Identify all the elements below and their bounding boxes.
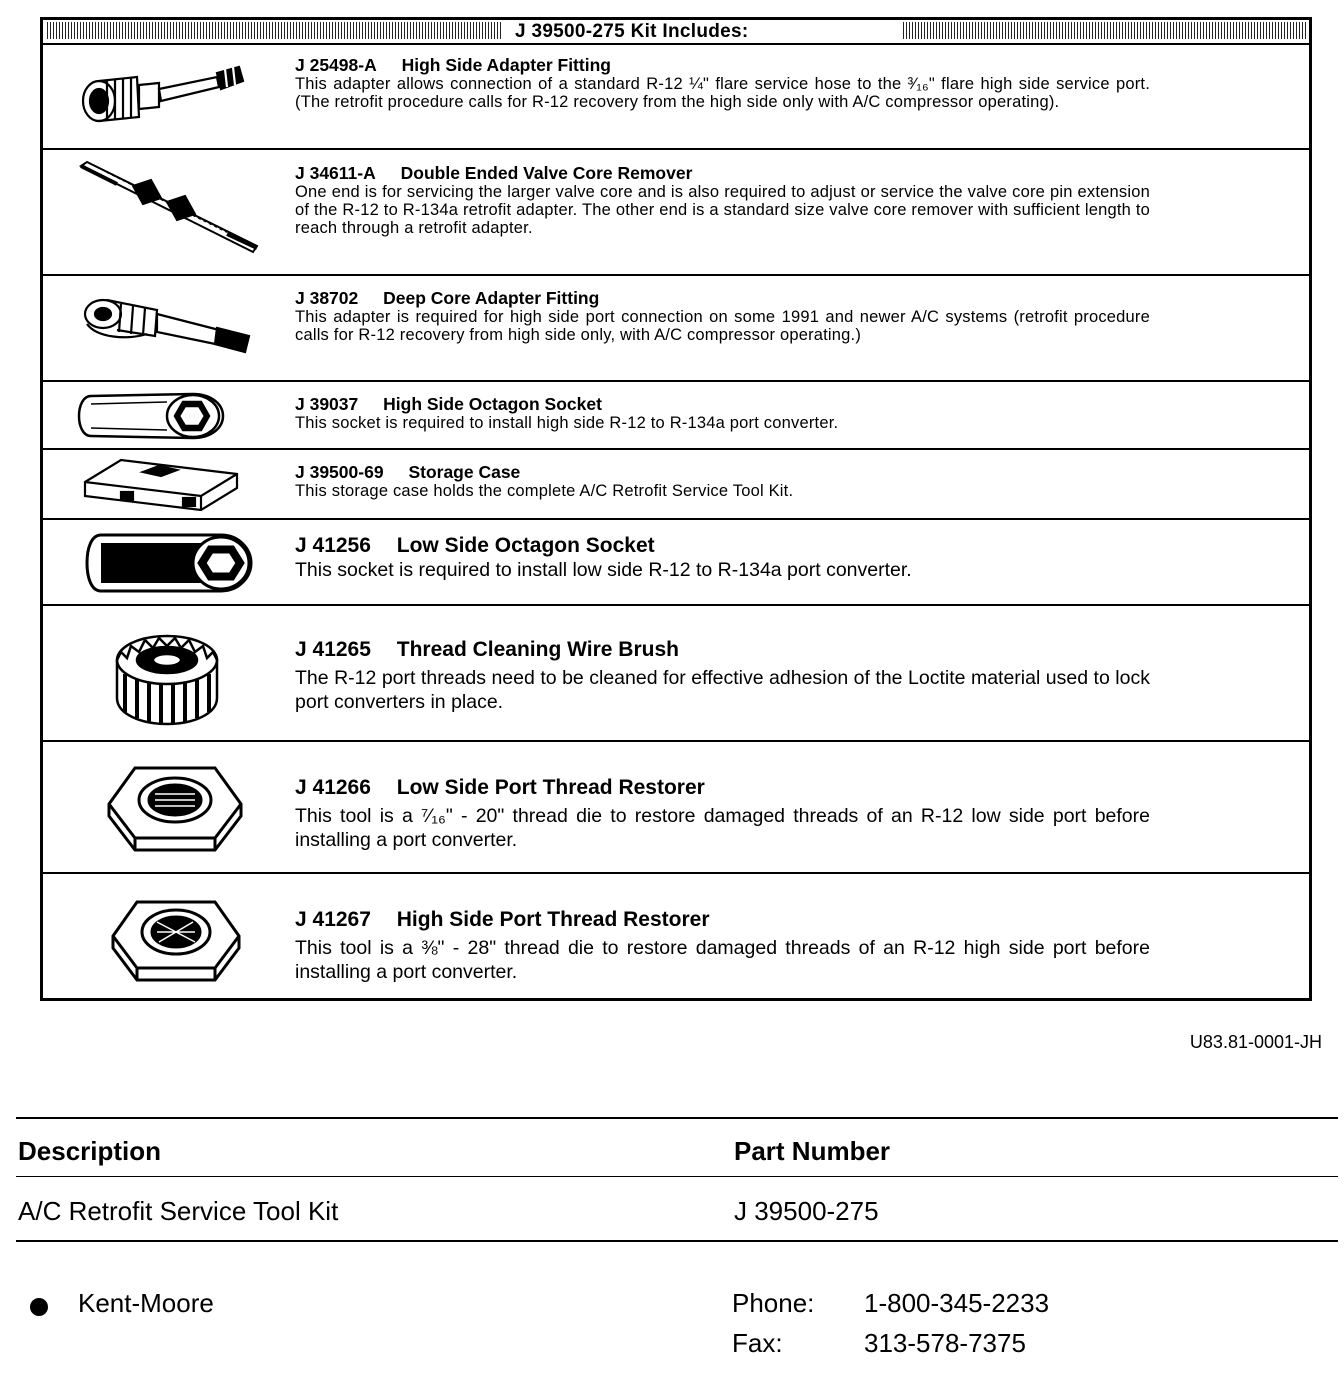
item-text bbox=[295, 56, 1150, 111]
item-text bbox=[295, 395, 1150, 432]
item-name: Double Ended Valve Core Remover bbox=[400, 163, 693, 183]
item-title bbox=[295, 776, 1150, 800]
item-title bbox=[295, 463, 1150, 482]
kit-title: J 39500-275 Kit Includes: bbox=[515, 21, 749, 42]
item-name: Low Side Octagon Socket bbox=[396, 534, 655, 557]
phone-label: Phone: bbox=[732, 1288, 815, 1318]
octagon-socket-icon bbox=[77, 388, 227, 444]
item-title bbox=[295, 164, 1150, 183]
item-name: High Side Port Thread Restorer bbox=[396, 908, 710, 931]
item-text bbox=[295, 289, 1150, 344]
item-description: This adapter allows connection of a standard R-12 ¼" flare service hose to the ³⁄₁₆" flare high side service port. (The retrofit procedure calls for R-12 recovery from the high side only with A/C compressor operating). bbox=[295, 75, 1150, 111]
kit-contents-box bbox=[40, 17, 1312, 1001]
item-text bbox=[295, 908, 1150, 984]
item-code: J 41265 bbox=[295, 638, 371, 661]
row-description: A/C Retrofit Service Tool Kit bbox=[18, 1196, 339, 1226]
header-hatch-right bbox=[903, 22, 1308, 39]
hex-die-icon bbox=[109, 894, 243, 986]
item-description: This tool is a ⅜" - 28" thread die to restore damaged threads of an R-12 high side port before installing a port converter. bbox=[295, 937, 1150, 983]
item-text bbox=[295, 463, 1150, 500]
item-title bbox=[295, 638, 1150, 662]
header-part-number: Part Number bbox=[734, 1136, 891, 1166]
kit-header bbox=[43, 20, 1309, 45]
kit-item bbox=[43, 276, 1309, 382]
item-title bbox=[295, 534, 1150, 558]
table-header-rule bbox=[16, 1176, 1338, 1177]
item-title bbox=[295, 56, 1150, 75]
kit-item bbox=[43, 520, 1309, 606]
item-description: This socket is required to install low side R-12 to R-134a port converter. bbox=[295, 559, 912, 581]
wire-brush-icon bbox=[109, 618, 225, 728]
item-code: J 34611-A bbox=[295, 163, 376, 183]
table-bottom-rule bbox=[16, 1240, 1338, 1242]
item-title bbox=[295, 395, 1150, 414]
header-description: Description bbox=[18, 1136, 162, 1166]
item-description: One end is for servicing the larger valve core and is also required to adjust or service the valve core pin extension of the R-12 to R-134a retrofit adapter. The other end is a standard size valve core remover with sufficient length to reach through a retrofit adapter. bbox=[295, 183, 1150, 237]
item-name: Deep Core Adapter Fitting bbox=[383, 288, 600, 308]
item-code: J 25498-A bbox=[295, 55, 377, 75]
item-code: J 41266 bbox=[295, 776, 371, 799]
figure-code: U83.81-0001-JH bbox=[1189, 1032, 1322, 1052]
item-name: High Side Octagon Socket bbox=[383, 394, 602, 414]
fax-label: Fax: bbox=[732, 1328, 783, 1358]
adapter-fitting-icon bbox=[77, 59, 255, 129]
item-name: Storage Case bbox=[408, 462, 521, 482]
vendor-name: Kent-Moore bbox=[78, 1288, 214, 1318]
item-description: This adapter is required for high side port connection on some 1991 and newer A/C systems (retrofit procedure calls for R-12 recovery from high side only, with A/C compressor operating.) bbox=[295, 308, 1150, 344]
octagon-socket-icon bbox=[85, 529, 255, 597]
fax-number: 313-578-7375 bbox=[864, 1328, 1026, 1358]
item-title bbox=[295, 289, 1150, 308]
item-text bbox=[295, 638, 1150, 714]
kit-item bbox=[43, 742, 1309, 874]
item-name: Thread Cleaning Wire Brush bbox=[396, 638, 679, 661]
valve-core-remover-icon bbox=[77, 158, 267, 258]
kit-item bbox=[43, 874, 1309, 1001]
hex-die-icon bbox=[105, 760, 245, 856]
kit-item bbox=[43, 450, 1309, 520]
item-description: This storage case holds the complete A/C Retrofit Service Tool Kit. bbox=[295, 482, 794, 500]
item-text bbox=[295, 164, 1150, 237]
item-name: Low Side Port Thread Restorer bbox=[396, 776, 705, 799]
item-code: J 41267 bbox=[295, 908, 371, 931]
bullet-icon bbox=[30, 1298, 48, 1316]
item-name: High Side Adapter Fitting bbox=[401, 55, 611, 75]
item-code: J 41256 bbox=[295, 534, 371, 557]
item-code: J 39037 bbox=[295, 394, 359, 414]
deep-core-adapter-icon bbox=[77, 288, 257, 358]
item-code: J 39500-69 bbox=[295, 462, 384, 482]
item-description: The R-12 port threads need to be cleaned for effective adhesion of the Loctite material used to lock port converters in place. bbox=[295, 667, 1150, 713]
item-title bbox=[295, 908, 1150, 932]
row-part-number: J 39500-275 bbox=[734, 1196, 879, 1226]
storage-case-icon bbox=[81, 454, 241, 516]
header-hatch-left bbox=[47, 22, 503, 39]
kit-item bbox=[43, 150, 1309, 276]
item-code: J 38702 bbox=[295, 288, 359, 308]
item-text bbox=[295, 534, 1150, 582]
kit-item bbox=[43, 606, 1309, 742]
item-description: This tool is a ⁷⁄₁₆" - 20" thread die to restore damaged threads of an R-12 low side port before installing a port converter. bbox=[295, 805, 1150, 851]
item-description: This socket is required to install high side R-12 to R-134a port converter. bbox=[295, 414, 839, 432]
kit-item bbox=[43, 43, 1309, 150]
item-text bbox=[295, 776, 1150, 852]
kit-item bbox=[43, 382, 1309, 450]
table-top-rule bbox=[16, 1117, 1338, 1119]
phone-number: 1-800-345-2233 bbox=[864, 1288, 1050, 1318]
